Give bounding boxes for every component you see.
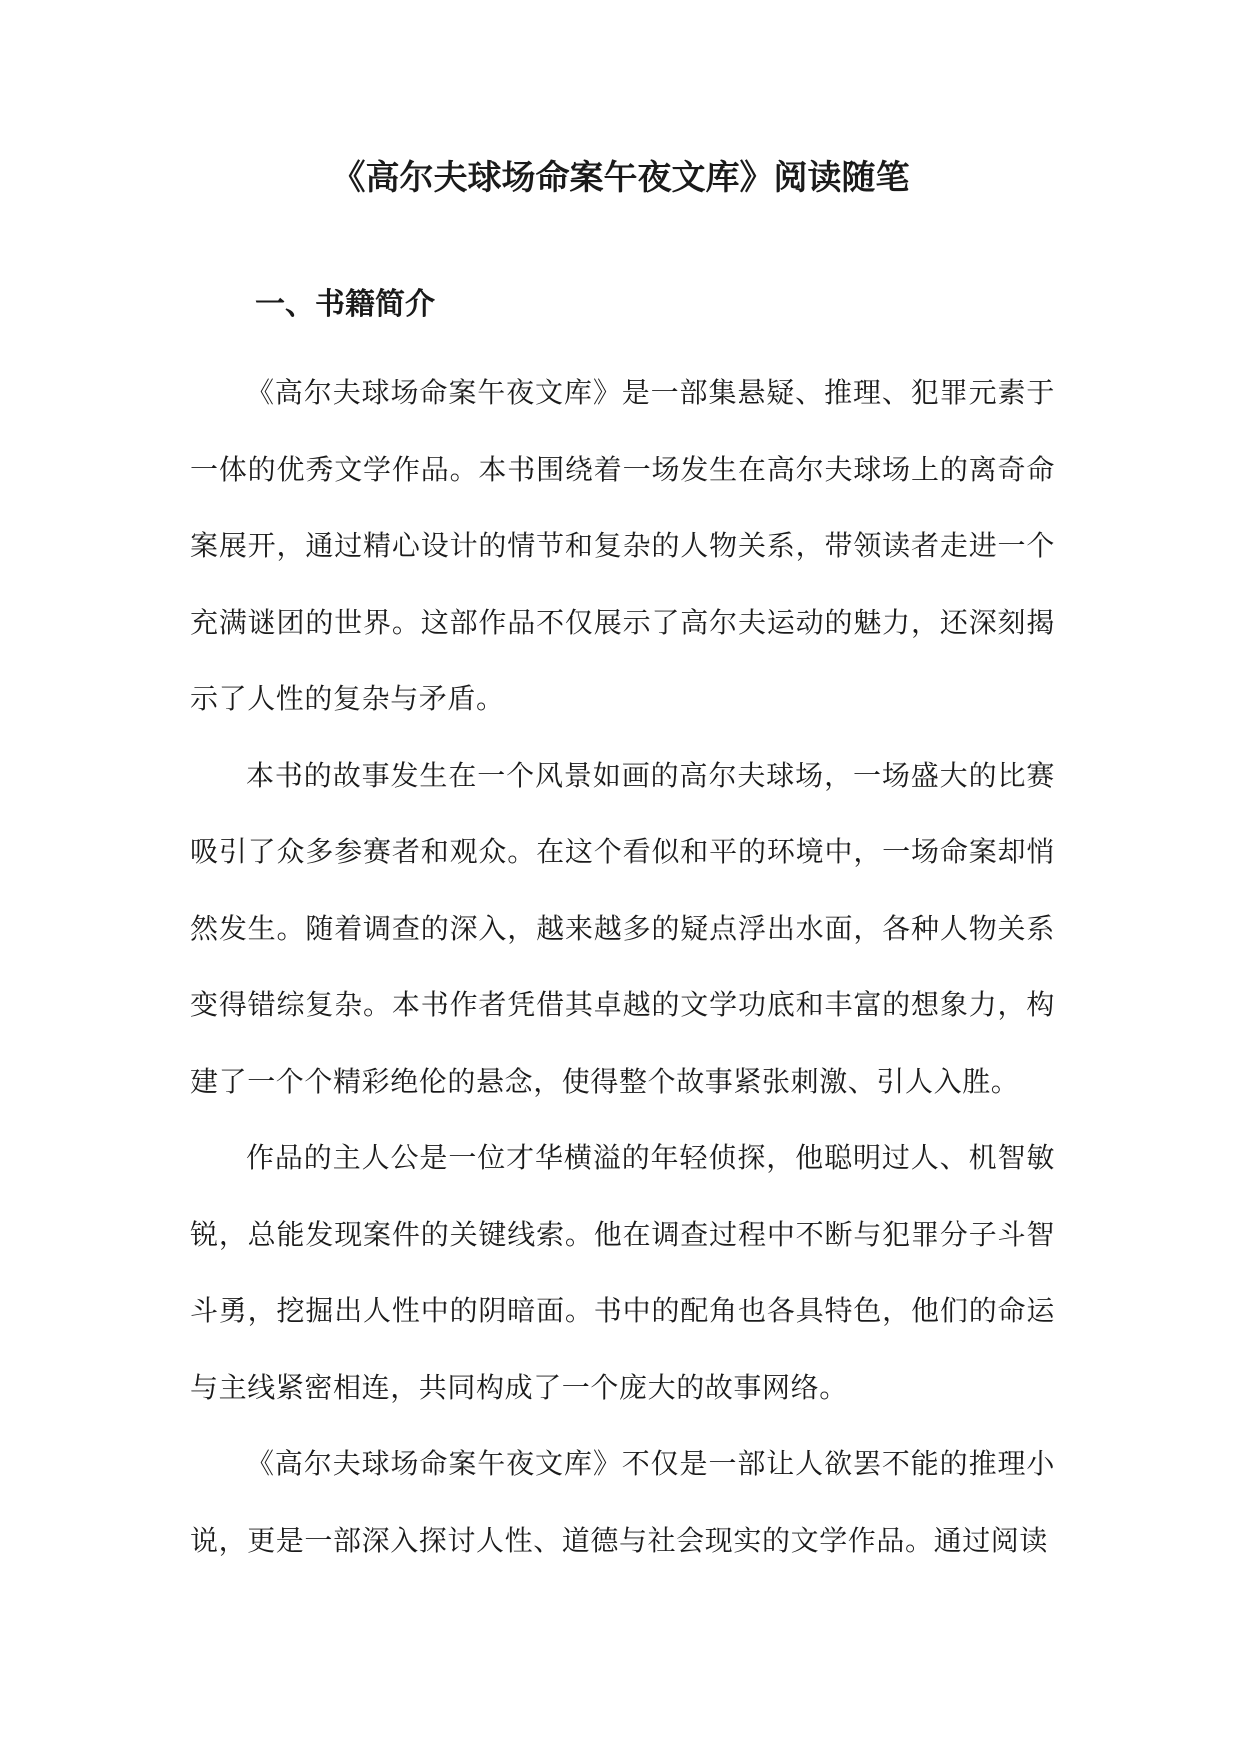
section-heading: 一、书籍简介 — [255, 287, 435, 322]
paragraph-characters: 作品的主人公是一位才华横溢的年轻侦探，他聪明过人、机智敏锐，总能发现案件的关键线索。他在调查过程中不断与犯罪分子斗智斗勇，挖掘出人性中的阴暗面。书中的配角也各具特色，他们的命运与主线紧密相连，共同构成了一个庞大的故事网络。 — [190, 1141, 1055, 1404]
paragraph-intro: 《高尔夫球场命案午夜文库》是一部集悬疑、推理、犯罪元素于一体的优秀文学作品。本书围绕着一场发生在高尔夫球场上的离奇命案展开，通过精心设计的情节和复杂的人物关系，带领读者走进一个充满谜团的世界。这部作品不仅展示了高尔夫运动的魅力，还深刻揭示了人性的复杂与矛盾。 — [190, 376, 1055, 715]
paragraph-significance: 《高尔夫球场命案午夜文库》不仅是一部让人欲罢不能的推理小说，更是一部深入探讨人性、道德与社会现实的文学作品。通过阅读 — [190, 1447, 1055, 1557]
section-body — [190, 355, 1055, 1579]
document-title: 《高尔夫球场命案午夜文库》阅读随笔 — [331, 158, 910, 198]
paragraph-story-setting: 本书的故事发生在一个风景如画的高尔夫球场，一场盛大的比赛吸引了众多参赛者和观众。在这个看似和平的环境中，一场命案却悄然发生。随着调查的深入，越来越多的疑点浮出水面，各种人物关系变得错综复杂。本书作者凭借其卓越的文学功底和丰富的想象力，构建了一个个精彩绝伦的悬念，使得整个故事紧张刺激、引人入胜。 — [190, 758, 1055, 1098]
